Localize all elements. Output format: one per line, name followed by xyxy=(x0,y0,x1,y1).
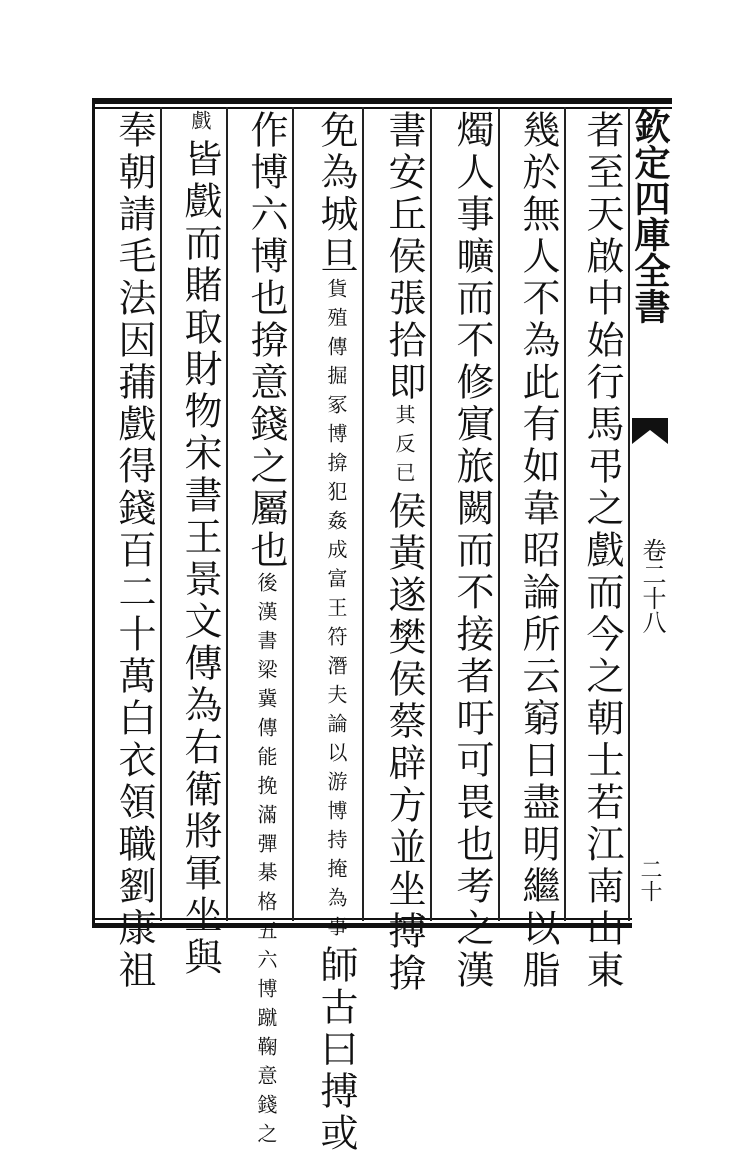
annotation-text: 後漢書梁冀傳能挽滿彈棊格五六博蹴鞠意錢之 xyxy=(254,572,278,1152)
main-text: 作博六博也揜意錢之屬也 xyxy=(244,110,288,572)
book-title: 欽定四庫全書 xyxy=(629,108,671,324)
column-divider xyxy=(362,107,364,921)
text-column xyxy=(436,110,496,992)
main-text: 即 xyxy=(382,362,426,404)
column-divider xyxy=(430,107,432,921)
column-divider xyxy=(226,107,228,921)
page-number: 二十 xyxy=(637,858,662,902)
main-text: 燭人事曠而不修賔旅闕而不接者吁可畏也考之漢 xyxy=(450,110,494,992)
main-text: 師古曰搏或 xyxy=(314,945,358,1155)
annotation-text: 戲 xyxy=(188,110,212,139)
text-column xyxy=(368,110,428,995)
main-text: 幾於無人不為此有如韋昭論所云窮日盡明繼以脂 xyxy=(516,110,560,992)
main-text: 奉朝請毛法因蒱戲得錢百二十萬白衣領職劉康祖 xyxy=(112,110,156,992)
main-text: 皆戲而賭取財物宋書王景文傳為右衛將軍坐與 xyxy=(178,139,222,979)
main-text: 侯黃遂樊侯蔡辟方並坐搏揜 xyxy=(382,491,426,995)
column-divider xyxy=(498,107,500,921)
top-border-thin xyxy=(92,107,672,109)
text-column xyxy=(166,110,224,979)
column-divider xyxy=(292,107,294,921)
main-text: 者至天啟中始行馬弔之戲而今之朝士若江南山東 xyxy=(580,110,624,992)
annotation-text: 其反已 xyxy=(392,404,416,491)
main-text: 免為城旦 xyxy=(314,110,358,278)
annotation-text: 貨殖傳掘冢博揜犯姦成富王符潛夫論以游博持掩為事 xyxy=(324,278,348,945)
column-divider xyxy=(160,107,162,921)
text-column xyxy=(504,110,562,992)
text-column xyxy=(98,110,158,992)
column-divider xyxy=(564,107,566,921)
juan-label: 卷二十八 xyxy=(638,538,666,634)
fish-tail-mark-icon xyxy=(632,418,668,444)
left-border xyxy=(92,104,95,926)
top-border-thick xyxy=(92,98,672,104)
page-margin-strip xyxy=(628,98,672,928)
text-column xyxy=(570,110,626,992)
text-column xyxy=(298,110,360,1155)
text-column xyxy=(232,110,290,1152)
main-text: 書安丘侯張拾 xyxy=(382,110,426,362)
